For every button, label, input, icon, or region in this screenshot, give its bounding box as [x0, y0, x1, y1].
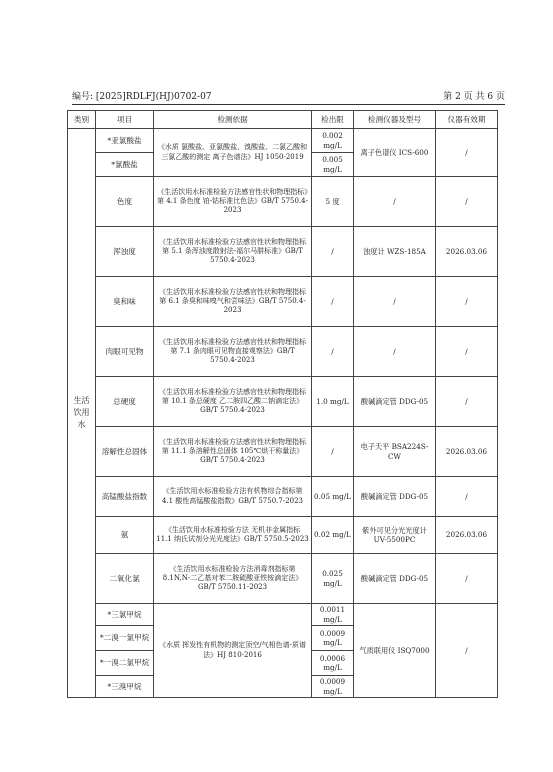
- limit-cell: /: [312, 227, 354, 277]
- limit-cell: /: [312, 327, 354, 377]
- table-row: [68, 129, 498, 153]
- item-cell: 二氧化氯: [96, 554, 154, 604]
- instrument-cell: 酸碱滴定管 DDG-05: [354, 554, 436, 604]
- instrument-cell: 气质联用仪 ISQ7000: [354, 604, 436, 698]
- validity-cell: 2026.03.06: [436, 227, 498, 277]
- basis-cell: 《生活饮用水标准检验方法消毒剂指标第 8.1N,N-二乙基对苯二胺硫酸亚铁铵滴定法》GB/T 5750.11-2023: [154, 554, 312, 604]
- table-row: [68, 177, 498, 227]
- instrument-cell: /: [354, 327, 436, 377]
- limit-cell: 1.0 mg/L: [312, 377, 354, 427]
- limit-cell: 0.0009 mg/L: [312, 676, 354, 698]
- item-cell: *氯酸盐: [96, 153, 154, 177]
- basis-cell: 《生活饮用水标准检验方法感官性状和物理指标 第 10.1 条总硬度 乙二胺四乙酸二钠滴定法》GB/T 5750.4-2023: [154, 377, 312, 427]
- table-header-row: [68, 111, 498, 129]
- basis-cell: 《生活饮用水标准检验方法感官性状和物理指标 第 6.1 条臭和味嗅气和尝味法》GB/T 5750.4-2023: [154, 277, 312, 327]
- instrument-cell: 电子天平 BSA224S-CW: [354, 427, 436, 477]
- basis-cell: 《生活饮用水标准检验方法 无机非金属指标 11.1 纳氏试剂分光光度法》GB/T 5750.5-2023: [154, 517, 312, 554]
- limit-cell: 0.05 mg/L: [312, 477, 354, 517]
- basis-cell: 《生活饮用水标准检验方法有机物综合指标第 4.1 酸性高锰酸盐指数》GB/T 5750.7-2023: [154, 477, 312, 517]
- instrument-cell: /: [354, 177, 436, 227]
- table-row: [68, 377, 498, 427]
- instrument-cell: 酸碱滴定管 DDG-05: [354, 377, 436, 427]
- instrument-cell: 酸碱滴定管 DDG-05: [354, 477, 436, 517]
- validity-cell: /: [436, 129, 498, 177]
- validity-cell: /: [436, 477, 498, 517]
- limit-cell: 0.0009 mg/L: [312, 626, 354, 651]
- category-cell: 生活饮用水: [68, 129, 96, 698]
- col-header-basis: 检测依据: [154, 111, 312, 129]
- validity-cell: 2026.03.06: [436, 427, 498, 477]
- limit-cell: 0.002 mg/L: [312, 129, 354, 153]
- col-header-item: 项目: [96, 111, 154, 129]
- table-row: [68, 227, 498, 277]
- instrument-cell: /: [354, 277, 436, 327]
- table-row: [68, 427, 498, 477]
- instrument-cell: 紫外可见分光光度计 UV-5500PC: [354, 517, 436, 554]
- table-row: [68, 554, 498, 604]
- limit-cell: 0.02 mg/L: [312, 517, 354, 554]
- col-header-limit: 检出限: [312, 111, 354, 129]
- item-cell: 肉眼可见物: [96, 327, 154, 377]
- table-row: [68, 604, 498, 626]
- table-row: [68, 517, 498, 554]
- limit-cell: 0.0006 mg/L: [312, 651, 354, 676]
- basis-cell: 《生活饮用水标准检验方法感官性状和物理指标 第 11.1 条溶解性总固体 105℃烘干称量法》GB/T 5750.4-2023: [154, 427, 312, 477]
- basis-cell: 《生活饮用水标准检验方法感官性状和物理指标》第 4.1 条色度 铂-钴标准比色法》GB/T 5750.4-2023: [154, 177, 312, 227]
- limit-cell: 0.025 mg/L: [312, 554, 354, 604]
- limit-cell: 0.0011 mg/L: [312, 604, 354, 626]
- basis-cell: 《水质 挥发性有机物的测定顶空/气相色谱-质谱法》HJ 810-2016: [154, 604, 312, 698]
- item-cell: 浑浊度: [96, 227, 154, 277]
- item-cell: 总硬度: [96, 377, 154, 427]
- col-header-instrument: 检测仪器及型号: [354, 111, 436, 129]
- page-header: [72, 84, 505, 105]
- page-info: 第 2 页 共 6 页: [443, 92, 505, 102]
- basis-cell: 《生活饮用水标准检验方法感官性状和物理指标 第 5.1 条浑浊度散射法-福尔马肼标准》GB/T 5750.4-2023: [154, 227, 312, 277]
- limit-cell: /: [312, 277, 354, 327]
- document-number: 编号: [2025]RDLFJ(HJ)0702-07: [72, 92, 212, 102]
- table-row: [68, 277, 498, 327]
- limit-cell: 0.005 mg/L: [312, 153, 354, 177]
- validity-cell: /: [436, 377, 498, 427]
- col-header-validity: 仪器有效期: [436, 111, 498, 129]
- limit-cell: 5 度: [312, 177, 354, 227]
- item-cell: 色度: [96, 177, 154, 227]
- table-row: [68, 477, 498, 517]
- item-cell: *亚氯酸盐: [96, 129, 154, 153]
- item-cell: *二溴一氯甲烷: [96, 626, 154, 651]
- validity-cell: /: [436, 604, 498, 698]
- validity-cell: /: [436, 554, 498, 604]
- item-cell: *三溴甲烷: [96, 676, 154, 698]
- validity-cell: /: [436, 277, 498, 327]
- item-cell: 氨: [96, 517, 154, 554]
- limit-cell: /: [312, 427, 354, 477]
- test-methods-table: [67, 110, 498, 698]
- validity-cell: /: [436, 327, 498, 377]
- validity-cell: /: [436, 177, 498, 227]
- item-cell: 溶解性总固体: [96, 427, 154, 477]
- validity-cell: 2026.03.06: [436, 517, 498, 554]
- col-header-category: 类别: [68, 111, 96, 129]
- item-cell: *一溴二氯甲烷: [96, 651, 154, 676]
- item-cell: 高锰酸盐指数: [96, 477, 154, 517]
- basis-cell: 《水质 氯酸盐、亚氯酸盐、溴酸盐、二氯乙酸和三氯乙酸的测定 离子色谱法》HJ 1050-2019: [154, 129, 312, 177]
- item-cell: 臭和味: [96, 277, 154, 327]
- item-cell: *三氯甲烷: [96, 604, 154, 626]
- basis-cell: 《生活饮用水标准检验方法感官性状和物理指标 第 7.1 条肉眼可见物直接观察法》GB/T 5750.4-2023: [154, 327, 312, 377]
- instrument-cell: 离子色谱仪 ICS-600: [354, 129, 436, 177]
- instrument-cell: 浊度计 WZS-185A: [354, 227, 436, 277]
- table-row: [68, 327, 498, 377]
